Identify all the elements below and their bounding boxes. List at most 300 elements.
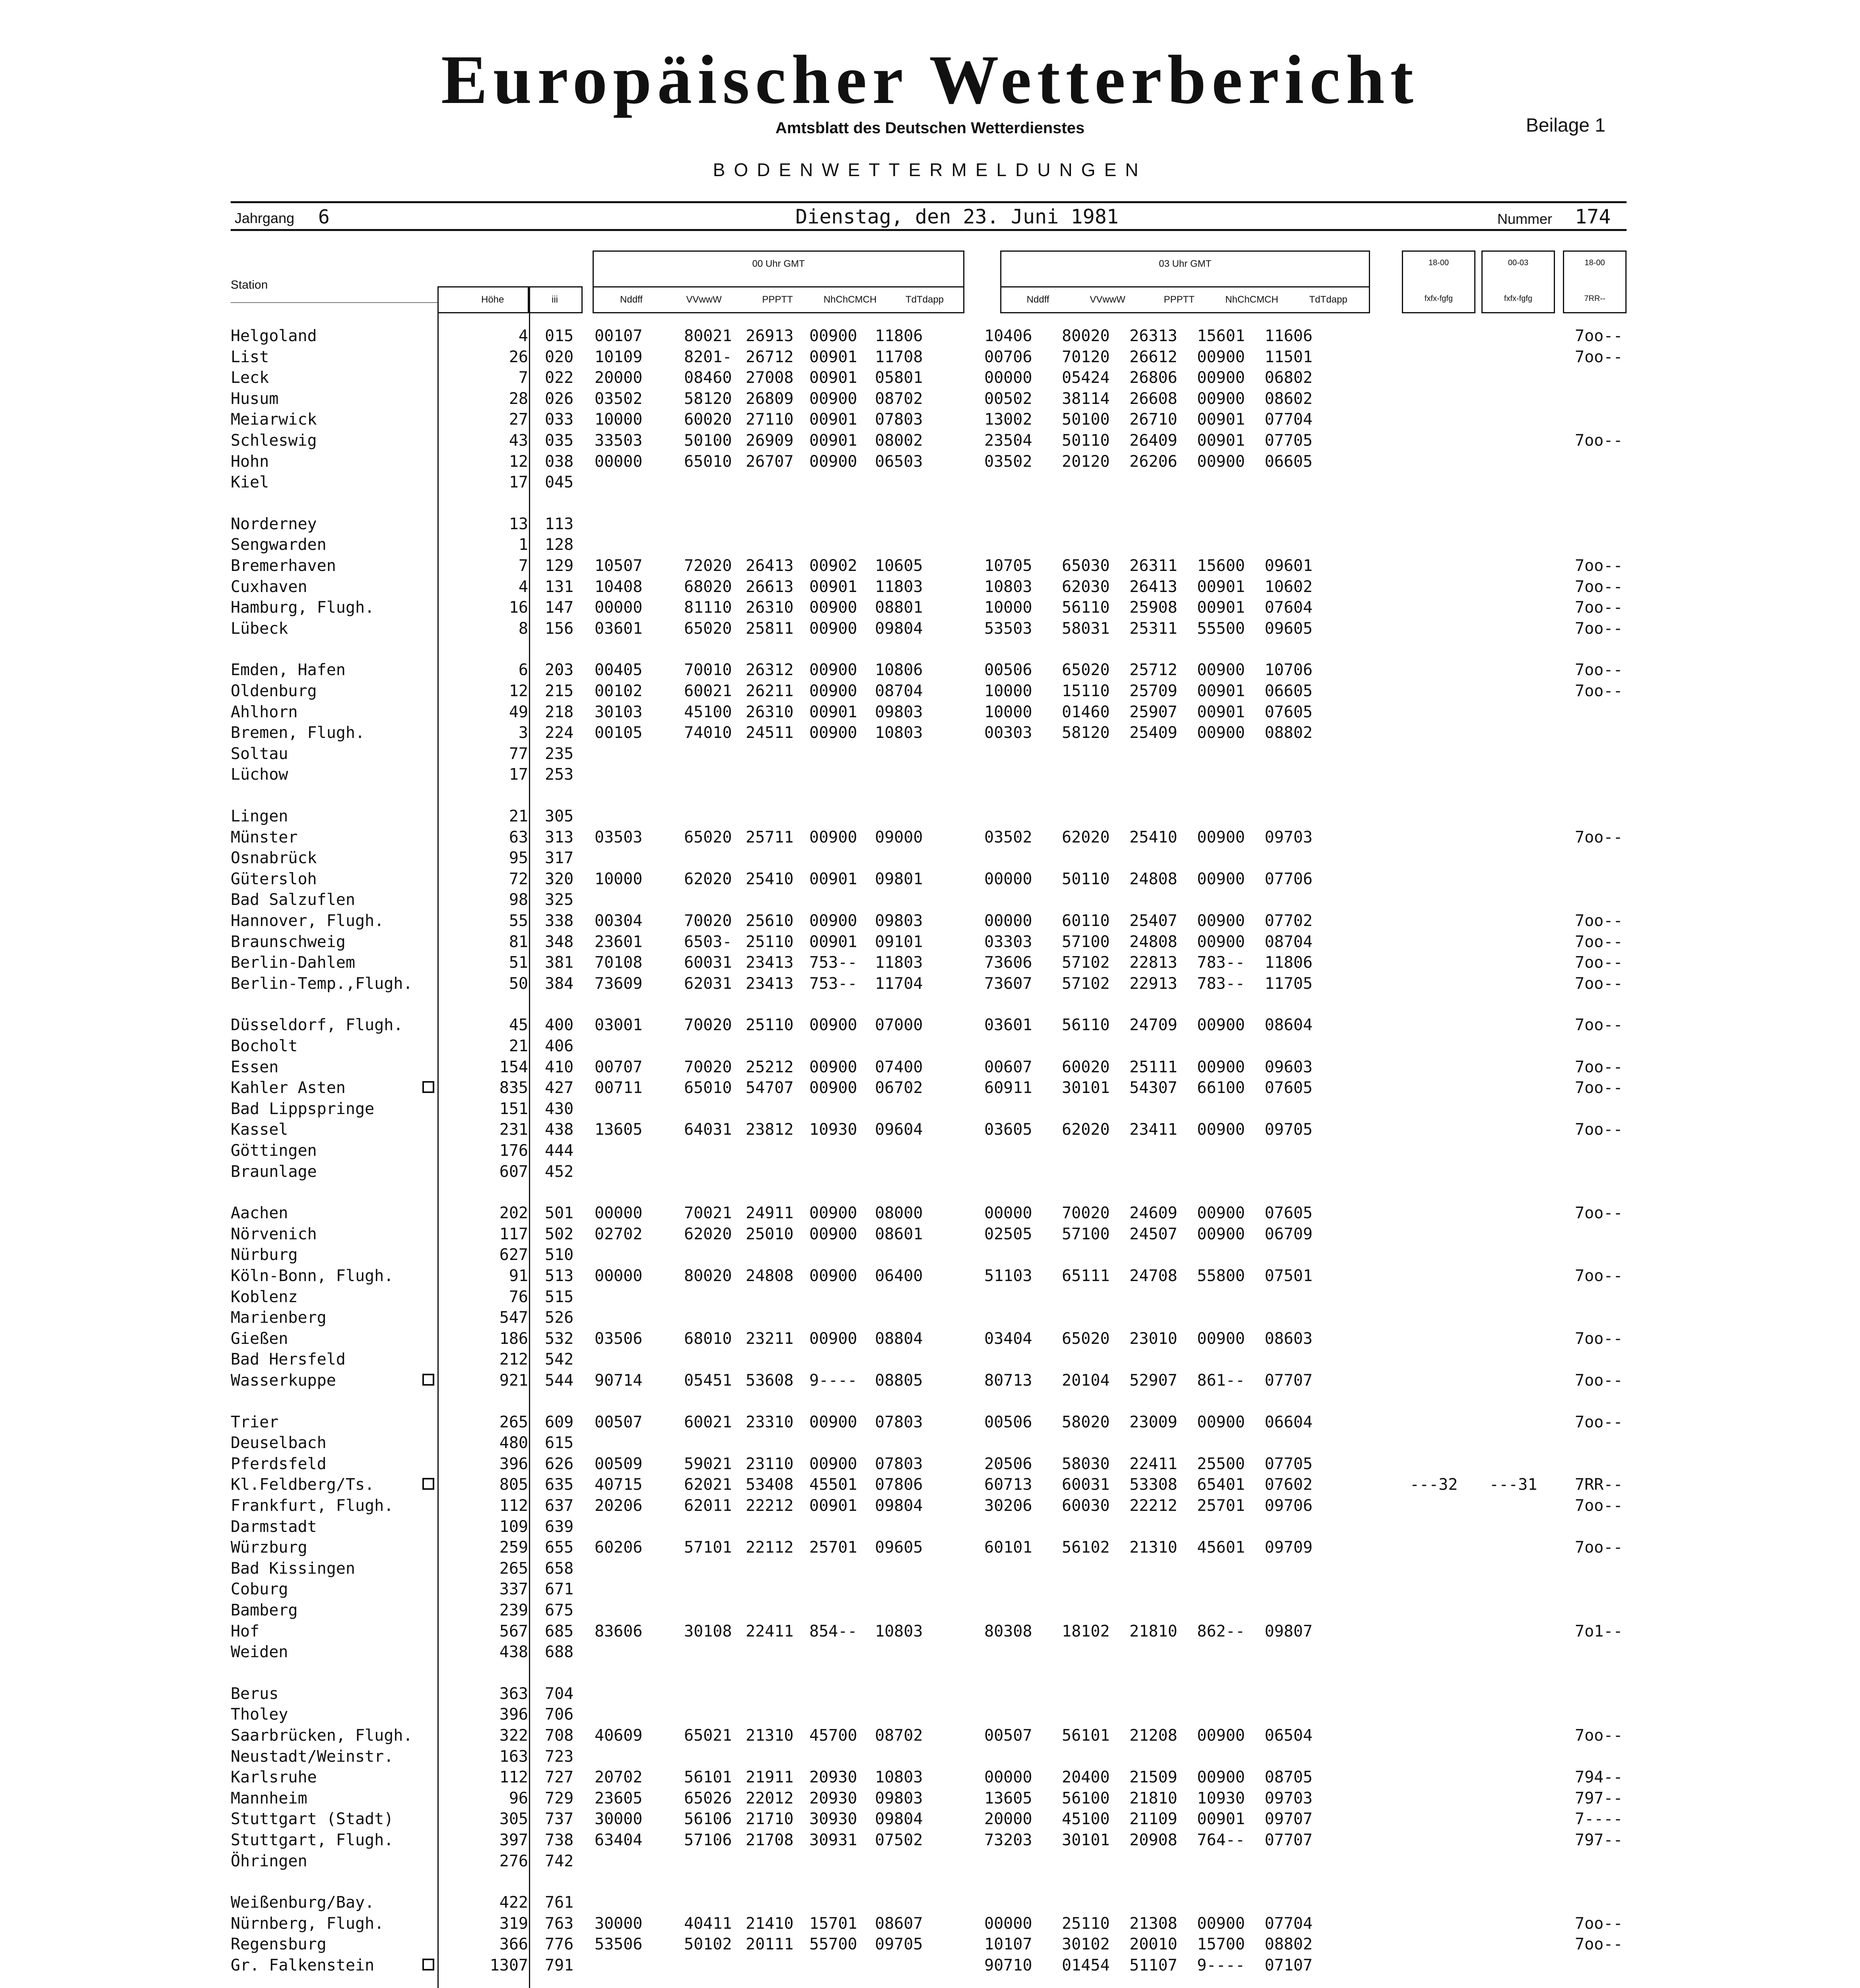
obs-00-group-2: 30108 bbox=[684, 1622, 732, 1640]
station-name: Trier bbox=[231, 1413, 279, 1431]
obs-00-group-5: 10803 bbox=[875, 1768, 923, 1786]
group2-col-1: Nddff bbox=[1026, 294, 1050, 305]
obs-03-group-2: 01454 bbox=[1062, 1956, 1110, 1974]
station-number: 147 bbox=[545, 598, 574, 617]
obs-03-group-2: 57102 bbox=[1062, 953, 1110, 972]
obs-03-group-2: 58120 bbox=[1062, 724, 1110, 742]
obs-00-group-2: 80021 bbox=[684, 327, 732, 345]
obs-03-group-2: 45100 bbox=[1062, 1810, 1110, 1828]
obs-03-group-1: 00303 bbox=[984, 724, 1032, 742]
obs-00-group-2: 8201- bbox=[684, 348, 732, 366]
station-name: Osnabrück bbox=[231, 849, 317, 867]
obs-00-group-3: 26211 bbox=[746, 682, 794, 700]
obs-00-group-5: 07803 bbox=[875, 1413, 923, 1431]
obs-03-group-4: 783-- bbox=[1197, 975, 1245, 993]
obs-03-group-4: 861-- bbox=[1197, 1371, 1245, 1390]
extra-group-3: 797-- bbox=[1575, 1831, 1623, 1849]
table-row bbox=[0, 1580, 1860, 1601]
open-square-icon bbox=[422, 1374, 434, 1386]
table-row bbox=[0, 1956, 1860, 1977]
station-number: 033 bbox=[545, 410, 574, 429]
obs-03-group-1: 03502 bbox=[984, 452, 1032, 471]
table-row bbox=[0, 933, 1860, 953]
extra-group-3: 794-- bbox=[1575, 1768, 1623, 1786]
table-row bbox=[0, 515, 1860, 536]
obs-03-group-2: 58031 bbox=[1062, 619, 1110, 638]
obs-00-group-1: 00405 bbox=[595, 661, 643, 679]
obs-03-group-2: 05424 bbox=[1062, 369, 1110, 387]
obs-03-group-4: 00900 bbox=[1197, 1016, 1245, 1034]
table-row bbox=[0, 410, 1860, 431]
station-name: Lingen bbox=[231, 807, 288, 825]
table-row bbox=[0, 1559, 1860, 1580]
obs-00-group-1: 10000 bbox=[595, 870, 643, 888]
station-number: 544 bbox=[545, 1371, 574, 1390]
obs-03-group-5: 09603 bbox=[1265, 1058, 1313, 1076]
station-name: Köln-Bonn, Flugh. bbox=[231, 1267, 394, 1285]
obs-03-group-3: 21810 bbox=[1129, 1789, 1178, 1807]
obs-00-group-3: 24511 bbox=[746, 724, 794, 742]
obs-00-group-4: 753-- bbox=[809, 953, 857, 972]
obs-03-group-5: 06604 bbox=[1265, 1413, 1313, 1431]
obs-03-group-5: 09706 bbox=[1265, 1497, 1313, 1515]
obs-03-group-4: 15700 bbox=[1197, 1935, 1245, 1953]
extra-group-3: 7oo-- bbox=[1575, 1204, 1623, 1222]
obs-00-group-3: 23310 bbox=[746, 1413, 794, 1431]
obs-00-group-1: 10000 bbox=[595, 410, 643, 429]
obs-03-group-1: 60101 bbox=[984, 1538, 1032, 1557]
obs-03-group-2: 01460 bbox=[1062, 703, 1110, 721]
obs-00-group-4: 00901 bbox=[809, 431, 857, 450]
station-name: Regensburg bbox=[231, 1935, 327, 1953]
station-elevation: 363 bbox=[499, 1685, 528, 1703]
obs-00-group-4: 00900 bbox=[809, 828, 857, 846]
table-row bbox=[0, 473, 1860, 494]
obs-00-group-5: 08601 bbox=[875, 1225, 923, 1243]
obs-00-group-5: 08000 bbox=[875, 1204, 923, 1222]
obs-00-group-2: 50100 bbox=[684, 431, 732, 450]
group2-col-3: PPPTT bbox=[1164, 294, 1195, 305]
obs-03-group-4: 00900 bbox=[1197, 661, 1245, 679]
obs-03-group-2: 65020 bbox=[1062, 661, 1110, 679]
station-number: 203 bbox=[545, 661, 574, 679]
station-elevation: 1 bbox=[518, 536, 528, 554]
obs-00-group-2: 65010 bbox=[684, 452, 732, 471]
station-number: 131 bbox=[545, 578, 574, 596]
station-name: Gütersloh bbox=[231, 870, 317, 888]
obs-00-group-1: 33503 bbox=[595, 431, 643, 450]
obs-00-group-3: 26809 bbox=[746, 390, 794, 408]
station-elevation: 51 bbox=[509, 953, 528, 972]
station-name: Hamburg, Flugh. bbox=[231, 598, 375, 617]
obs-00-group-5: 08704 bbox=[875, 682, 923, 700]
obs-00-group-5: 08801 bbox=[875, 598, 923, 617]
station-elevation: 72 bbox=[509, 870, 528, 888]
station-number: 513 bbox=[545, 1267, 574, 1285]
obs-00-group-1: 10507 bbox=[595, 557, 643, 575]
extra-group-3: 7oo-- bbox=[1575, 1371, 1623, 1390]
group2-col-4: NhChCMCH bbox=[1225, 294, 1279, 305]
table-row bbox=[0, 1246, 1860, 1266]
table-row bbox=[0, 1371, 1860, 1392]
obs-00-group-2: 45100 bbox=[684, 703, 732, 721]
obs-03-group-2: 70020 bbox=[1062, 1204, 1110, 1222]
obs-00-group-2: 74010 bbox=[684, 724, 732, 742]
obs-03-group-1: 00000 bbox=[984, 912, 1032, 930]
table-row bbox=[0, 703, 1860, 724]
station-name: Wasserkuppe bbox=[231, 1371, 336, 1390]
obs-03-group-2: 25110 bbox=[1062, 1914, 1110, 1933]
station-number: 427 bbox=[545, 1079, 574, 1097]
obs-03-group-3: 26206 bbox=[1129, 452, 1178, 471]
station-number: 526 bbox=[545, 1309, 574, 1327]
obs-03-group-3: 25908 bbox=[1129, 598, 1178, 617]
obs-00-group-5: 06503 bbox=[875, 452, 923, 471]
obs-00-group-1: 20702 bbox=[595, 1768, 643, 1786]
station-number: 438 bbox=[545, 1120, 574, 1139]
obs-00-group-5: 09803 bbox=[875, 912, 923, 930]
station-number: 156 bbox=[545, 619, 574, 638]
station-number: 317 bbox=[545, 849, 574, 867]
table-row bbox=[0, 1643, 1860, 1664]
station-number: 406 bbox=[545, 1037, 574, 1055]
station-elevation: 322 bbox=[499, 1726, 528, 1745]
obs-03-group-3: 21810 bbox=[1129, 1622, 1178, 1640]
table-row bbox=[0, 724, 1860, 744]
obs-00-group-2: 70010 bbox=[684, 661, 732, 679]
table-row bbox=[0, 1455, 1860, 1475]
station-elevation: 154 bbox=[499, 1058, 528, 1076]
station-name: Berlin-Temp.,Flugh. bbox=[231, 975, 413, 993]
obs-03-group-2: 58020 bbox=[1062, 1413, 1110, 1431]
obs-00-group-1: 00000 bbox=[595, 598, 643, 617]
table-row bbox=[0, 1914, 1860, 1935]
table-row bbox=[0, 578, 1860, 598]
station-elevation: 7 bbox=[518, 369, 528, 387]
obs-03-group-1: 00506 bbox=[984, 661, 1032, 679]
station-elevation: 45 bbox=[509, 1016, 528, 1034]
obs-00-group-3: 27110 bbox=[746, 410, 794, 429]
station-number: 253 bbox=[545, 765, 574, 784]
obs-00-group-5: 11704 bbox=[875, 975, 923, 993]
station-elevation: 95 bbox=[509, 849, 528, 867]
obs-03-group-4: 00900 bbox=[1197, 1768, 1245, 1786]
obs-00-group-4: 25701 bbox=[809, 1538, 857, 1557]
obs-03-group-2: 30101 bbox=[1062, 1831, 1110, 1849]
extra-group-3: 7oo-- bbox=[1575, 1058, 1623, 1076]
station-name: Deuselbach bbox=[231, 1434, 327, 1452]
station-elevation: 202 bbox=[499, 1204, 528, 1222]
table-row bbox=[0, 1163, 1860, 1183]
obs-00-group-1: 00304 bbox=[595, 912, 643, 930]
obs-03-group-4: 00900 bbox=[1197, 912, 1245, 930]
obs-00-group-5: 11708 bbox=[875, 348, 923, 366]
table-row bbox=[0, 598, 1860, 619]
obs-03-group-4: 45601 bbox=[1197, 1538, 1245, 1557]
extra-group-3: 7oo-- bbox=[1575, 1267, 1623, 1285]
obs-03-group-2: 57100 bbox=[1062, 1225, 1110, 1243]
obs-00-group-3: 53608 bbox=[746, 1371, 794, 1390]
obs-00-group-4: 15701 bbox=[809, 1914, 857, 1933]
obs-00-group-1: 00711 bbox=[595, 1079, 643, 1097]
obs-00-group-5: 11803 bbox=[875, 953, 923, 972]
obs-03-group-3: 53308 bbox=[1129, 1475, 1178, 1494]
obs-00-group-3: 26413 bbox=[746, 557, 794, 575]
obs-00-group-5: 09804 bbox=[875, 1497, 923, 1515]
header-station: Station bbox=[231, 278, 268, 291]
obs-03-group-5: 07704 bbox=[1265, 410, 1313, 429]
obs-00-group-2: 59021 bbox=[684, 1455, 732, 1473]
obs-00-group-5: 10605 bbox=[875, 557, 923, 575]
table-row bbox=[0, 619, 1860, 640]
station-number: 675 bbox=[545, 1601, 574, 1619]
obs-00-group-1: 23605 bbox=[595, 1789, 643, 1807]
obs-00-group-5: 10803 bbox=[875, 724, 923, 742]
obs-03-group-1: 00502 bbox=[984, 390, 1032, 408]
obs-03-group-3: 25907 bbox=[1129, 703, 1178, 721]
obs-00-group-2: 65020 bbox=[684, 619, 732, 638]
obs-00-group-1: 23601 bbox=[595, 933, 643, 951]
obs-00-group-5: 05801 bbox=[875, 369, 923, 387]
obs-03-group-3: 24708 bbox=[1129, 1267, 1178, 1285]
obs-03-group-1: 03404 bbox=[984, 1330, 1032, 1348]
obs-00-group-5: 09803 bbox=[875, 1789, 923, 1807]
station-name: Bamberg bbox=[231, 1601, 298, 1619]
obs-03-group-5: 10602 bbox=[1265, 578, 1313, 596]
station-name: Essen bbox=[231, 1058, 279, 1076]
station-name: Frankfurt, Flugh. bbox=[231, 1497, 394, 1515]
station-number: 727 bbox=[545, 1768, 574, 1786]
station-name: Saarbrücken, Flugh. bbox=[231, 1726, 413, 1745]
top-rule bbox=[231, 201, 1627, 203]
station-elevation: 921 bbox=[499, 1371, 528, 1390]
station-elevation: 396 bbox=[499, 1705, 528, 1724]
obs-03-group-1: 10803 bbox=[984, 578, 1032, 596]
obs-00-group-2: 57101 bbox=[684, 1538, 732, 1557]
obs-03-group-4: 65401 bbox=[1197, 1475, 1245, 1494]
station-elevation: 176 bbox=[499, 1142, 528, 1160]
station-name: Husum bbox=[231, 390, 279, 408]
obs-00-group-5: 11803 bbox=[875, 578, 923, 596]
obs-00-group-2: 65021 bbox=[684, 1726, 732, 1745]
station-elevation: 8 bbox=[518, 619, 528, 638]
station-number: 129 bbox=[545, 557, 574, 575]
obs-03-group-5: 07707 bbox=[1265, 1831, 1313, 1849]
extra-group-3: 7oo-- bbox=[1575, 933, 1623, 951]
station-elevation: 109 bbox=[499, 1518, 528, 1536]
obs-03-group-4: 00900 bbox=[1197, 828, 1245, 846]
obs-03-group-4: 66100 bbox=[1197, 1079, 1245, 1097]
station-elevation: 4 bbox=[518, 578, 528, 596]
station-number: 737 bbox=[545, 1810, 574, 1828]
obs-03-group-4: 25500 bbox=[1197, 1455, 1245, 1473]
group2-col-5: TdTdapp bbox=[1309, 294, 1348, 305]
station-name: Emden, Hafen bbox=[231, 661, 346, 679]
obs-00-group-1: 00000 bbox=[595, 1267, 643, 1285]
obs-00-group-3: 26909 bbox=[746, 431, 794, 450]
header-dotted-rule bbox=[231, 302, 437, 303]
extra-group-3: 7oo-- bbox=[1575, 348, 1623, 366]
station-name: Soltau bbox=[231, 745, 288, 763]
obs-03-group-2: 62020 bbox=[1062, 1120, 1110, 1139]
station-elevation: 81 bbox=[509, 933, 528, 951]
extra-group-1: ---32 bbox=[1410, 1475, 1458, 1494]
obs-03-group-4: 764-- bbox=[1197, 1831, 1245, 1849]
obs-00-group-3: 20111 bbox=[746, 1935, 794, 1953]
obs-00-group-1: 30103 bbox=[595, 703, 643, 721]
obs-03-group-5: 09703 bbox=[1265, 828, 1313, 846]
station-number: 685 bbox=[545, 1622, 574, 1640]
obs-00-group-1: 00105 bbox=[595, 724, 643, 742]
obs-03-group-1: 00000 bbox=[984, 369, 1032, 387]
station-name: Karlsruhe bbox=[231, 1768, 317, 1786]
obs-00-group-5: 09101 bbox=[875, 933, 923, 951]
obs-00-group-1: 03503 bbox=[595, 828, 643, 846]
obs-03-group-4: 00900 bbox=[1197, 1058, 1245, 1076]
obs-00-group-4: 00900 bbox=[809, 682, 857, 700]
obs-00-group-2: 70020 bbox=[684, 1016, 732, 1034]
obs-03-group-3: 51107 bbox=[1129, 1956, 1178, 1974]
obs-03-group-5: 07107 bbox=[1265, 1956, 1313, 1974]
extra-col-1: fxfx-fgfg bbox=[1424, 294, 1453, 303]
obs-00-group-4: 00901 bbox=[809, 933, 857, 951]
obs-03-group-1: 10406 bbox=[984, 327, 1032, 345]
obs-03-group-2: 56102 bbox=[1062, 1538, 1110, 1557]
obs-03-group-5: 07705 bbox=[1265, 431, 1313, 450]
obs-03-group-4: 00901 bbox=[1197, 431, 1245, 450]
obs-00-group-4: 00900 bbox=[809, 1204, 857, 1222]
obs-03-group-5: 09807 bbox=[1265, 1622, 1313, 1640]
obs-03-group-3: 24609 bbox=[1129, 1204, 1178, 1222]
obs-00-group-4: 00901 bbox=[809, 348, 857, 366]
obs-00-group-5: 08804 bbox=[875, 1330, 923, 1348]
station-name: Norderney bbox=[231, 515, 317, 533]
obs-03-group-2: 62020 bbox=[1062, 828, 1110, 846]
station-number: 338 bbox=[545, 912, 574, 930]
obs-00-group-2: 57106 bbox=[684, 1831, 732, 1849]
obs-03-group-1: 51103 bbox=[984, 1267, 1032, 1285]
obs-03-group-4: 00900 bbox=[1197, 1330, 1245, 1348]
station-elevation: 4 bbox=[518, 327, 528, 345]
station-elevation: 27 bbox=[509, 410, 528, 429]
obs-03-group-2: 30101 bbox=[1062, 1079, 1110, 1097]
table-row bbox=[0, 1726, 1860, 1747]
station-name: Öhringen bbox=[231, 1852, 307, 1870]
table-row bbox=[0, 1120, 1860, 1141]
extra-title-3: 18-00 bbox=[1584, 258, 1605, 267]
table-row bbox=[0, 1058, 1860, 1079]
obs-03-group-2: 15110 bbox=[1062, 682, 1110, 700]
station-number: 655 bbox=[545, 1538, 574, 1557]
station-name: Kassel bbox=[231, 1120, 288, 1139]
station-elevation: 28 bbox=[509, 390, 528, 408]
group1-col-2: VVwwW bbox=[686, 294, 722, 305]
station-elevation: 6 bbox=[518, 661, 528, 679]
obs-03-group-3: 25311 bbox=[1129, 619, 1178, 638]
obs-00-group-3: 24911 bbox=[746, 1204, 794, 1222]
obs-00-group-1: 20206 bbox=[595, 1497, 643, 1515]
extra-group-3: 7oo-- bbox=[1575, 431, 1623, 450]
station-name: Nürnberg, Flugh. bbox=[231, 1914, 384, 1933]
subtitle: Amtsblatt des Deutschen Wetterdienstes bbox=[775, 119, 1085, 137]
obs-03-group-5: 11606 bbox=[1265, 327, 1313, 345]
obs-00-group-3: 22212 bbox=[746, 1497, 794, 1515]
obs-03-group-2: 20104 bbox=[1062, 1371, 1110, 1390]
extra-group-3: 7oo-- bbox=[1575, 1330, 1623, 1348]
obs-03-group-4: 55500 bbox=[1197, 619, 1245, 638]
station-number: 215 bbox=[545, 682, 574, 700]
station-number: 688 bbox=[545, 1643, 574, 1661]
station-name: Berlin-Dahlem bbox=[231, 953, 356, 972]
obs-03-group-4: 00900 bbox=[1197, 1726, 1245, 1745]
obs-03-group-1: 73606 bbox=[984, 953, 1032, 972]
extra-group-3: 7RR-- bbox=[1575, 1475, 1623, 1494]
table-row bbox=[0, 1142, 1860, 1162]
obs-00-group-5: 09801 bbox=[875, 870, 923, 888]
station-number: 708 bbox=[545, 1726, 574, 1745]
station-elevation: 212 bbox=[499, 1350, 528, 1369]
obs-00-group-5: 08805 bbox=[875, 1371, 923, 1390]
obs-03-group-3: 54307 bbox=[1129, 1079, 1178, 1097]
station-number: 305 bbox=[545, 807, 574, 825]
extra-group-3: 7oo-- bbox=[1575, 682, 1623, 700]
extra-group-3: 7oo-- bbox=[1575, 1497, 1623, 1515]
station-name: Cuxhaven bbox=[231, 578, 307, 596]
obs-03-group-5: 09709 bbox=[1265, 1538, 1313, 1557]
obs-03-group-5: 09703 bbox=[1265, 1789, 1313, 1807]
obs-00-group-4: 00901 bbox=[809, 870, 857, 888]
obs-03-group-4: 00900 bbox=[1197, 870, 1245, 888]
obs-03-group-2: 20400 bbox=[1062, 1768, 1110, 1786]
table-row bbox=[0, 1475, 1860, 1496]
station-number: 410 bbox=[545, 1058, 574, 1076]
extra-title-1: 18-00 bbox=[1428, 258, 1449, 267]
station-number: 224 bbox=[545, 724, 574, 742]
obs-03-group-5: 07604 bbox=[1265, 598, 1313, 617]
table-row bbox=[0, 1434, 1860, 1454]
table-row bbox=[0, 1016, 1860, 1037]
obs-00-group-1: 03506 bbox=[595, 1330, 643, 1348]
table-row bbox=[0, 1267, 1860, 1287]
station-elevation: 186 bbox=[499, 1330, 528, 1348]
obs-03-group-5: 07605 bbox=[1265, 703, 1313, 721]
station-name: Coburg bbox=[231, 1580, 288, 1598]
obs-00-group-3: 25410 bbox=[746, 870, 794, 888]
table-row bbox=[0, 1497, 1860, 1517]
station-number: 609 bbox=[545, 1413, 574, 1431]
obs-00-group-1: 53506 bbox=[595, 1935, 643, 1953]
table-row bbox=[0, 891, 1860, 911]
table-row bbox=[0, 1413, 1860, 1434]
obs-03-group-1: 00000 bbox=[984, 1914, 1032, 1933]
obs-00-group-5: 11806 bbox=[875, 327, 923, 345]
obs-00-group-1: 02702 bbox=[595, 1225, 643, 1243]
obs-00-group-4: 45501 bbox=[809, 1475, 857, 1494]
table-row bbox=[0, 1225, 1860, 1246]
header-rule bbox=[231, 229, 1627, 231]
obs-03-group-1: 00000 bbox=[984, 1204, 1032, 1222]
obs-03-group-3: 23010 bbox=[1129, 1330, 1178, 1348]
extra-group-3: 7oo-- bbox=[1575, 578, 1623, 596]
station-name: Bremen, Flugh. bbox=[231, 724, 365, 742]
obs-03-group-2: 60030 bbox=[1062, 1497, 1110, 1515]
obs-03-group-2: 50110 bbox=[1062, 431, 1110, 450]
obs-03-group-3: 25409 bbox=[1129, 724, 1178, 742]
obs-00-group-4: 45700 bbox=[809, 1726, 857, 1745]
extra-group-3: 7oo-- bbox=[1575, 619, 1623, 638]
obs-00-group-4: 00901 bbox=[809, 369, 857, 387]
extra-group-3: 7oo-- bbox=[1575, 1914, 1623, 1933]
